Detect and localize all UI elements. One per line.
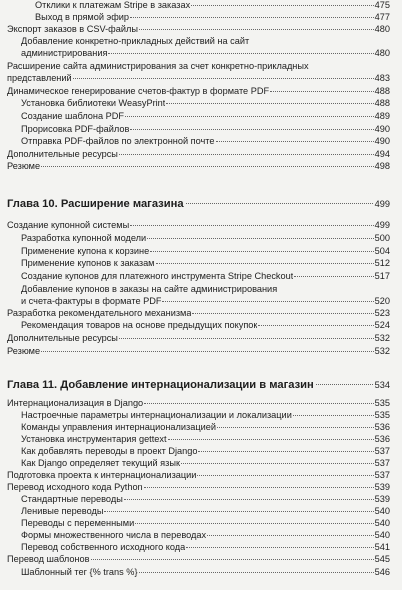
toc-entry-page: 532	[374, 333, 390, 343]
toc-entry	[7, 24, 390, 35]
leader-dots	[119, 154, 374, 155]
toc-entry	[7, 308, 390, 319]
toc-entry	[21, 422, 390, 433]
toc-entry	[21, 446, 390, 457]
toc-entry-page: 499	[374, 220, 390, 230]
toc-entry	[21, 506, 390, 517]
toc-entry	[21, 258, 390, 269]
leader-dots	[119, 338, 374, 339]
leader-dots	[144, 403, 373, 404]
leader-dots	[135, 523, 373, 524]
toc-entry-page: 535	[374, 410, 390, 420]
leader-dots	[125, 116, 374, 117]
toc-entry-page: 512	[374, 258, 390, 268]
leader-dots	[207, 535, 374, 536]
toc-entry-page: 535	[374, 398, 390, 408]
chapter-title: Глава 11. Добавление интернационализации в магазин	[7, 379, 314, 391]
toc-entry	[21, 233, 390, 244]
toc-entry-page: 532	[374, 346, 390, 356]
toc-entry	[21, 271, 390, 282]
toc-entry-title: Переводы с переменными	[21, 518, 135, 528]
leader-dots	[216, 141, 374, 142]
toc-entry	[7, 554, 390, 565]
leader-dots	[41, 351, 374, 352]
toc-entry-title: Стандартные переводы	[21, 494, 123, 504]
toc-entry	[21, 111, 390, 122]
leader-dots	[144, 487, 374, 488]
toc-entry-title: Создание шаблона PDF	[21, 111, 125, 121]
toc-entry	[7, 86, 390, 97]
chapter-page: 534	[374, 380, 390, 390]
toc-entry-page: 520	[374, 296, 390, 306]
toc-entry-page: 537	[374, 446, 390, 456]
toc-entry-page: 539	[374, 482, 390, 492]
leader-dots	[41, 166, 374, 167]
toc-entry	[35, 12, 390, 23]
toc-entry-page: 540	[374, 506, 390, 516]
toc-entry	[21, 136, 390, 147]
leader-dots	[150, 251, 373, 252]
toc-entry	[21, 98, 390, 109]
leader-dots	[293, 415, 374, 416]
toc-entry	[7, 346, 390, 357]
toc-entry-title: Команды управления интернационализацией	[21, 422, 216, 432]
toc-entry	[21, 494, 390, 505]
toc-entry	[21, 530, 390, 541]
toc-entry-title: Разработка купонной модели	[21, 233, 147, 243]
toc-entry-title: Подготовка проекта к интернационализации	[7, 470, 197, 480]
toc-entry	[21, 518, 390, 529]
leader-dots	[124, 499, 374, 500]
toc-entry-page: 483	[374, 73, 390, 83]
toc-entry	[7, 482, 390, 493]
toc-entry	[7, 333, 390, 344]
toc-entry-title: Настроечные параметры интернационализации и локализации	[21, 410, 292, 420]
toc-entry-title: Установка инструментария gettext	[21, 434, 167, 444]
toc-entry	[21, 567, 390, 578]
toc-entry-page: 536	[374, 422, 390, 432]
toc-entry-page: 498	[374, 161, 390, 171]
toc-entry	[7, 470, 390, 481]
toc-entry-page: 523	[374, 308, 390, 318]
toc-entry-title: Применение купона к корзине	[21, 246, 150, 256]
toc-entry-title: Добавление купонов в заказы на сайте администрирования	[21, 284, 278, 294]
toc-entry-page: 540	[374, 518, 390, 528]
toc-entry-title: Резюме	[7, 161, 41, 171]
toc-entry	[21, 246, 390, 257]
leader-dots	[186, 203, 373, 204]
toc-entry-title: Перевод собственного исходного кода	[21, 542, 186, 552]
toc-entry-title: Отправка PDF-файлов по электронной почте	[21, 136, 215, 146]
leader-dots	[139, 572, 374, 573]
leader-dots	[191, 5, 373, 6]
toc-entry-page: 546	[374, 567, 390, 577]
toc-entry-title: Рекомендация товаров на основе предыдущих покупок	[21, 320, 258, 330]
toc-entry-title: Прорисовка PDF-файлов	[21, 124, 130, 134]
toc-entry-title: и счета-фактуры в формате PDF	[21, 296, 162, 306]
toc-entry-page: 524	[374, 320, 390, 330]
toc-entry-title: Расширение сайта администрирования за счет конкретно-прикладных	[7, 61, 309, 71]
toc-entry-page: 494	[374, 149, 390, 159]
leader-dots	[139, 29, 374, 30]
toc-entry	[21, 458, 390, 469]
leader-dots	[186, 547, 373, 548]
toc-entry-title: Установка библиотеки WeasyPrint	[21, 98, 166, 108]
leader-dots	[270, 91, 374, 92]
toc-entry-page: 490	[374, 124, 390, 134]
toc-entry-page: 480	[374, 24, 390, 34]
toc-entry-page: 477	[374, 12, 390, 22]
toc-entry-page: 539	[374, 494, 390, 504]
toc-entry-title: Как добавлять переводы в проект Django	[21, 446, 198, 456]
toc-entry	[21, 410, 390, 421]
leader-dots	[91, 559, 374, 560]
chapter-heading	[7, 378, 390, 392]
toc-entry	[7, 220, 390, 231]
toc-entry-page: 489	[374, 111, 390, 121]
leader-dots	[162, 301, 373, 302]
chapter-page: 499	[374, 199, 390, 209]
toc-entry-title: Экспорт заказов в CSV-файлы	[7, 24, 138, 34]
leader-dots	[108, 53, 373, 54]
leader-dots	[130, 17, 374, 18]
toc-entry-page: 490	[374, 136, 390, 146]
toc-entry-title: Применение купонов к заказам	[21, 258, 155, 268]
toc-entry	[7, 73, 390, 84]
toc-entry-page: 541	[374, 542, 390, 552]
toc-entry-title: Динамическое генерирование счетов-фактур в формате PDF	[7, 86, 270, 96]
toc-entry-title: администрирования	[21, 48, 108, 58]
toc-entry-title: Отклики к платежам Stripe в заказах	[35, 0, 191, 10]
toc-entry-title: Создание купонов для платежного инструмента Stripe Checkout	[21, 271, 294, 281]
leader-dots	[294, 276, 373, 277]
toc-entry-title: Формы множественного числа в переводах	[21, 530, 207, 540]
toc-entry-title: Дополнительные ресурсы	[7, 333, 118, 343]
leader-dots	[156, 263, 374, 264]
leader-dots	[192, 313, 373, 314]
toc-entry-page: 536	[374, 434, 390, 444]
toc-entry-title: Интернационализация в Django	[7, 398, 144, 408]
leader-dots	[104, 511, 373, 512]
toc-entry-title: Создание купонной системы	[7, 220, 130, 230]
leader-dots	[316, 384, 373, 385]
toc-entry-page: 517	[374, 271, 390, 281]
toc-entry-page: 540	[374, 530, 390, 540]
leader-dots	[258, 325, 373, 326]
leader-dots	[147, 238, 374, 239]
toc-entry-page: 500	[374, 233, 390, 243]
toc-entry-title: Дополнительные ресурсы	[7, 149, 118, 159]
toc-entry	[7, 149, 390, 160]
leader-dots	[217, 427, 374, 428]
toc-entry-page: 475	[374, 0, 390, 10]
toc-entry	[21, 296, 390, 307]
toc-entry-title: представлений	[7, 73, 72, 83]
leader-dots	[168, 439, 374, 440]
toc-entry-title: Ленивые переводы	[21, 506, 104, 516]
leader-dots	[73, 78, 374, 79]
toc-entry-title: Выход в прямой эфир	[35, 12, 130, 22]
toc-entry-title: Перевод исходного кода Python	[7, 482, 143, 492]
toc-entry-title: Добавление конкретно-прикладных действий на сайт	[21, 36, 250, 46]
chapter-title: Глава 10. Расширение магазина	[7, 198, 184, 210]
toc-entry-page: 488	[374, 86, 390, 96]
leader-dots	[181, 463, 374, 464]
leader-dots	[130, 129, 373, 130]
toc-entry-title: Резюме	[7, 346, 41, 356]
toc-entry	[21, 48, 390, 59]
toc-entry-page: 537	[374, 458, 390, 468]
toc-entry	[21, 542, 390, 553]
toc-entry-title: Перевод шаблонов	[7, 554, 90, 564]
toc-entry	[35, 0, 390, 11]
toc-entry-page: 480	[374, 48, 390, 58]
toc-entry-page: 545	[374, 554, 390, 564]
leader-dots	[197, 475, 373, 476]
toc-entry-title: Шаблонный тег {% trans %}	[21, 567, 138, 577]
toc-entry	[7, 161, 390, 172]
leader-dots	[198, 451, 373, 452]
toc-entry	[21, 124, 390, 135]
leader-dots	[130, 225, 373, 226]
leader-dots	[166, 103, 373, 104]
toc-entry-page: 488	[374, 98, 390, 108]
toc-entry-title: Разработка рекомендательного механизма	[7, 308, 192, 318]
toc-entry-page: 504	[374, 246, 390, 256]
toc-entry-title: Как Django определяет текущий язык	[21, 458, 180, 468]
toc-entry	[7, 398, 390, 409]
toc-entry	[21, 434, 390, 445]
toc-entry	[21, 320, 390, 331]
chapter-heading	[7, 197, 390, 211]
toc-entry-page: 537	[374, 470, 390, 480]
